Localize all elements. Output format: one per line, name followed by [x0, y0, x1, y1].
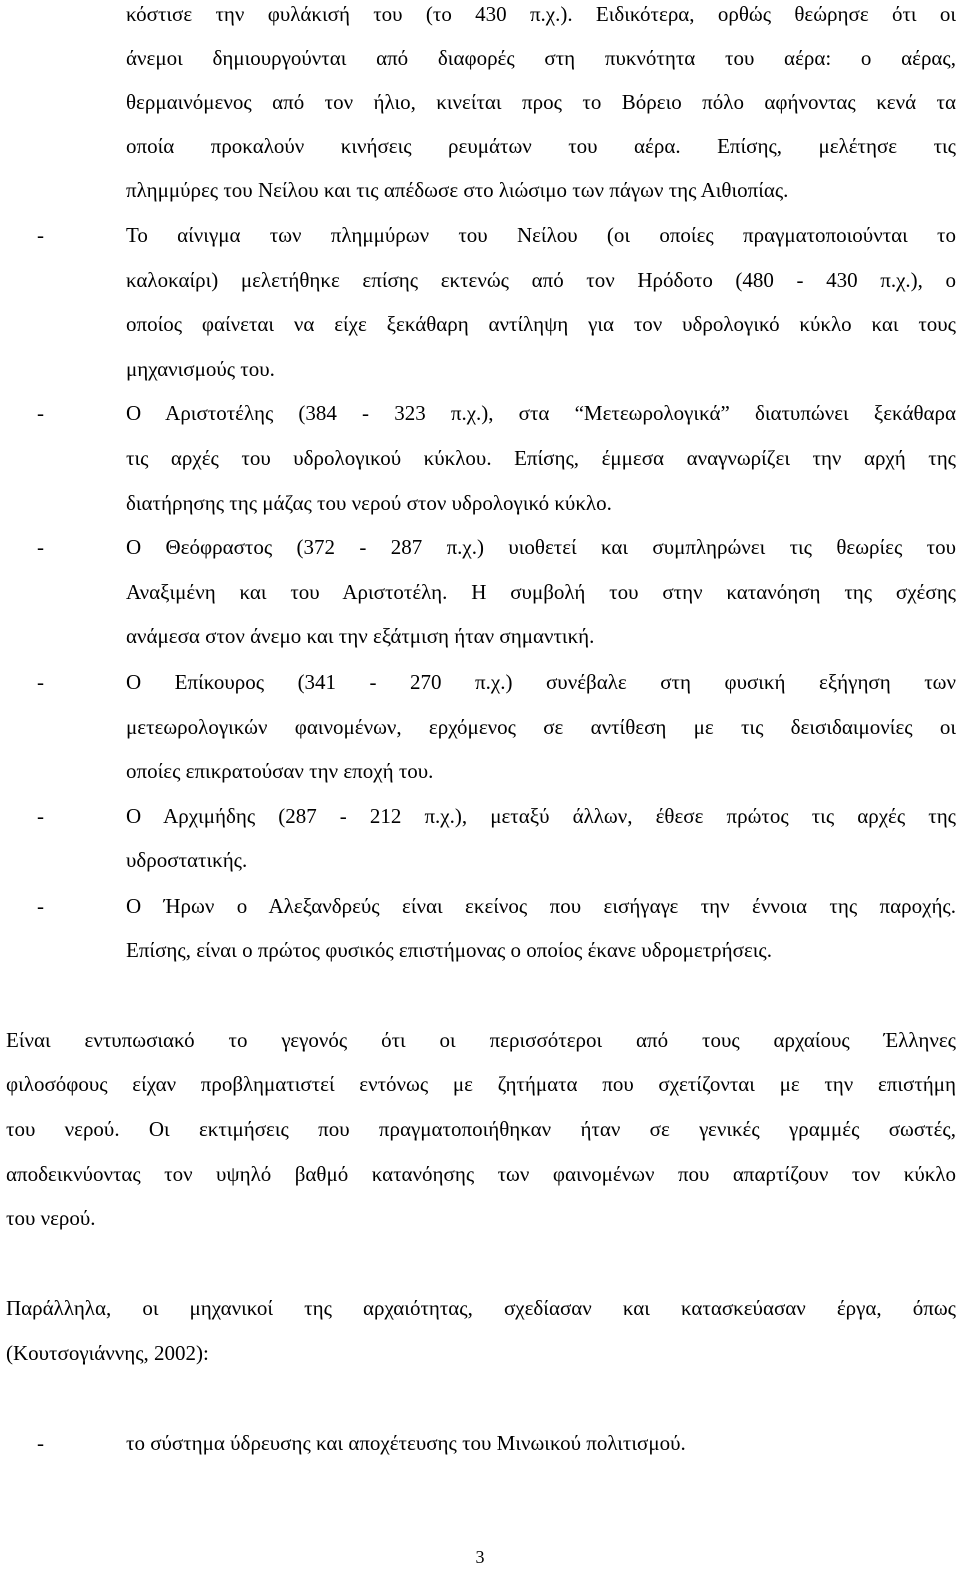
bullet-marker: -	[37, 535, 44, 559]
bullet-line: Ο Ήρων ο Αλεξανδρεύς είναι εκείνος που εισήγαγε την έννοια της παροχής.	[126, 894, 956, 918]
bullet-line: οποίες επικρατούσαν την εποχή του.	[126, 759, 434, 783]
bullet-marker: -	[37, 401, 44, 425]
continuation-line: κόστισε την φυλάκισή του (το 430 π.χ.). Ειδικότερα, ορθώς θεώρησε ότι οι	[126, 2, 956, 26]
bullet-line: Ο Θεόφραστος (372 - 287 π.χ.) υιοθετεί και συμπληρώνει τις θεωρίες του	[126, 535, 956, 559]
bullet-marker: -	[37, 670, 44, 694]
bullet-line: καλοκαίρι) μελετήθηκε επίσης εκτενώς από τον Ηρόδοτο (480 - 430 π.χ.), ο	[126, 268, 956, 292]
page-number: 3	[475, 1547, 485, 1567]
bullet-line: διατήρησης της μάζας του νερού στον υδρολογικό κύκλο.	[126, 491, 612, 515]
bullet-line: Αναξιμένη και του Αριστοτέλη. Η συμβολή του στην κατανόηση της σχέσης	[126, 580, 956, 604]
list-item: το σύστημα ύδρευσης και αποχέτευσης του Μινωικού πολιτισμού.	[126, 1431, 686, 1455]
paragraph-line: φιλοσόφους είχαν προβληματιστεί εντόνως με ζητήματα που σχετίζονται με την επιστήμη	[6, 1072, 956, 1096]
bullet-line: οποίος φαίνεται να είχε ξεκάθαρη αντίληψη για τον υδρολογικό κύκλο και τους	[126, 312, 956, 336]
bullet-line: Ο Αρχιμήδης (287 - 212 π.χ.), μεταξύ άλλων, έθεσε πρώτος τις αρχές της	[126, 804, 956, 828]
continuation-line: οποία προκαλούν κινήσεις ρευμάτων του αέρα. Επίσης, μελέτησε τις	[126, 134, 956, 158]
paragraph-line: του νερού. Οι εκτιμήσεις που πραγματοποιήθηκαν ήταν σε γενικές γραμμές σωστές,	[6, 1117, 956, 1141]
continuation-line: θερμαινόμενος από τον ήλιο, κινείται προς το Βόρειο πόλο αφήνοντας κενά τα	[126, 90, 956, 114]
bullet-marker: -	[37, 804, 44, 828]
paragraph-line: Είναι εντυπωσιακό το γεγονός ότι οι περισσότεροι από τους αρχαίους Έλληνες	[6, 1028, 956, 1052]
paragraph-line: του νερού.	[6, 1206, 96, 1230]
bullet-line: υδροστατικής.	[126, 848, 248, 872]
bullet-line: Ο Επίκουρος (341 - 270 π.χ.) συνέβαλε στη φυσική εξήγηση των	[126, 670, 956, 694]
paragraph-line: (Κουτσογιάννης, 2002):	[6, 1341, 209, 1365]
paragraph-line: Παράλληλα, οι μηχανικοί της αρχαιότητας, σχεδίασαν και κατασκεύασαν έργα, όπως	[6, 1296, 956, 1320]
continuation-line: πλημμύρες του Νείλου και τις απέδωσε στο λιώσιμο των πάγων της Αιθιοπίας.	[126, 178, 789, 202]
bullet-marker: -	[37, 1431, 44, 1455]
bullet-line: τις αρχές του υδρολογικού κύκλου. Επίσης, έμμεσα αναγνωρίζει την αρχή της	[126, 446, 956, 470]
bullet-marker: -	[37, 223, 44, 247]
continuation-line: άνεμοι δημιουργούνται από διαφορές στη πυκνότητα του αέρα: ο αέρας,	[126, 46, 956, 70]
paragraph-line: αποδεικνύοντας τον υψηλό βαθμό κατανόησης των φαινομένων που απαρτίζουν τον κύκλο	[6, 1162, 956, 1186]
bullet-line: Επίσης, είναι ο πρώτος φυσικός επιστήμονας ο οποίος έκανε υδρομετρήσεις.	[126, 938, 772, 962]
bullet-line: Το αίνιγμα των πλημμύρων του Νείλου (οι οποίες πραγματοποιούνται το	[126, 223, 956, 247]
bullet-line: Ο Αριστοτέλης (384 - 323 π.χ.), στα “Μετεωρολογικά” διατυπώνει ξεκάθαρα	[126, 401, 956, 425]
bullet-line: μετεωρολογικών φαινομένων, ερχόμενος σε αντίθεση με τις δεισιδαιμονίες οι	[126, 715, 956, 739]
bullet-marker: -	[37, 894, 44, 918]
bullet-line: ανάμεσα στον άνεμο και την εξάτμιση ήταν σημαντική.	[126, 624, 595, 648]
bullet-line: μηχανισμούς του.	[126, 357, 275, 381]
